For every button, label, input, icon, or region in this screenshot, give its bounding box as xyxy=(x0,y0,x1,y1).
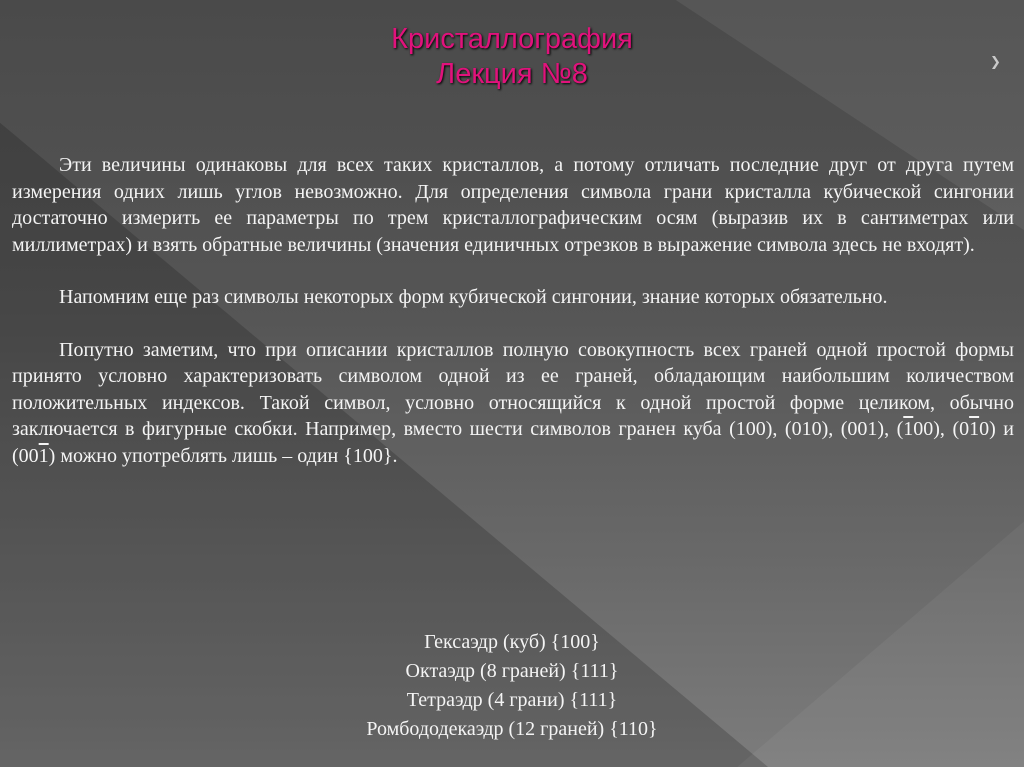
overlined-index-2: 1 xyxy=(969,418,980,440)
overlined-index-3: 1 xyxy=(38,444,49,467)
title-line-1: Кристаллография xyxy=(391,23,633,55)
overlined-index-1: 1 xyxy=(903,418,914,440)
paragraph-3 xyxy=(12,337,1014,470)
form-rhombic-dodecahedron: Ромбододекаэдр (12 граней) {110} xyxy=(366,718,658,740)
paragraph-3-end: ) можно употреблять лишь – один {100}. xyxy=(48,444,398,467)
form-tetrahedron: Тетраэдр (4 грани) {111} xyxy=(406,689,618,711)
paragraph-1: Эти величины одинаковы для всех таких кристаллов, а потому отличать последние друг от друга путем измерения одних лишь углов невозможно. Для определения символа грани кристалла кубической сингонии достаточно измерить ее параметры по трем кристаллографическим осям (выразив их в сантиметрах или миллиметрах) и взять обратные величины (значения единичных отрезков в выражение символа здесь не входят). xyxy=(12,154,1014,256)
form-hexahedron: Гексаэдр (куб) {100} xyxy=(424,631,600,653)
slide-body xyxy=(12,152,1014,469)
paragraph-2: Напомним еще раз символы некоторых форм кубической сингонии, знание которых обязательно. xyxy=(59,286,888,308)
slide-title xyxy=(0,22,1024,92)
paragraph-3-mid-2: 0) и (00 xyxy=(12,418,1014,467)
crystal-forms-list xyxy=(0,628,1024,744)
title-line-2: Лекция №8 xyxy=(436,58,588,90)
arrow-bullet-icon: ❯ xyxy=(990,55,1001,70)
paragraph-3-text: Попутно заметим, что при описании кристаллов полную совокупность всех граней одной простой формы принято условно характеризовать символом одной из ее граней, обладающим наибольшим количеством положительных индексов. Такой символ, условно относящийся к одной простой форме целиком, обычно заключается в фигурные скобки. Например, вместо шести символов гранен куба (100), (010), (001), ( xyxy=(12,338,1014,440)
form-octahedron: Октаэдр (8 граней) {111} xyxy=(405,660,619,682)
paragraph-3-mid-1: 00), (0 xyxy=(913,418,970,440)
